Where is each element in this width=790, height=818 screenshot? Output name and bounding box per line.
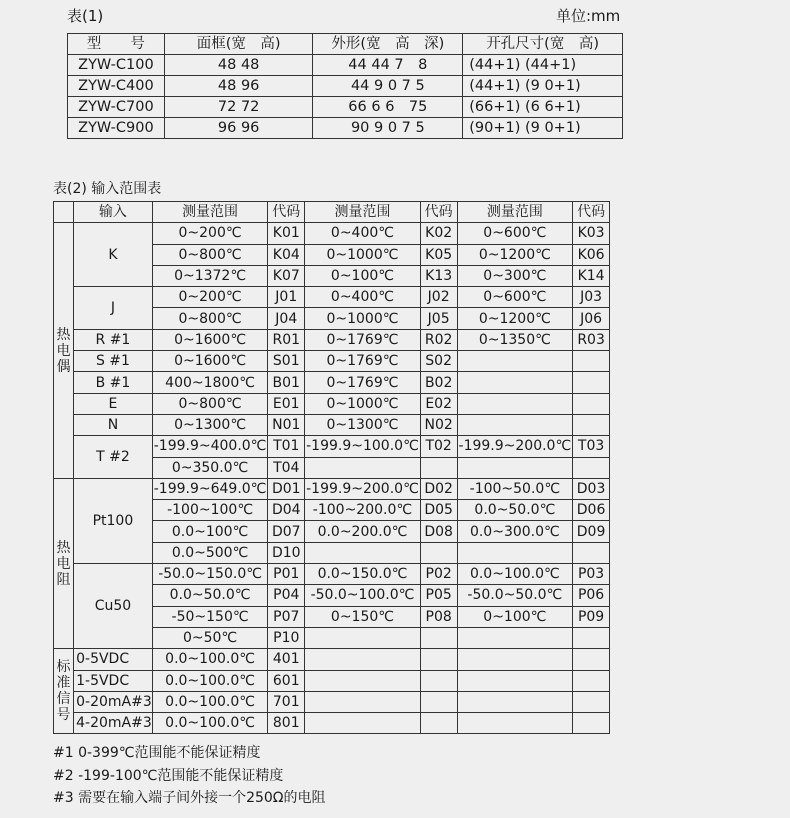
cutout-cell: (44+1) (44+1) [463, 55, 623, 76]
range-cell: 0.0~100.0℃ [152, 649, 268, 670]
code-cell: J04 [268, 308, 305, 329]
table-row [68, 55, 623, 76]
code-cell: K04 [268, 244, 305, 265]
header-input: 输入 [74, 202, 153, 223]
range-cell: 0~50℃ [152, 627, 268, 648]
model-cell: ZYW-C900 [68, 118, 165, 139]
range-cell: 0~800℃ [152, 393, 268, 414]
range-cell [457, 691, 573, 712]
range-cell [457, 670, 573, 691]
range-cell: -199.9~200.0℃ [305, 478, 421, 499]
range-cell: 0~1300℃ [152, 414, 268, 435]
code-cell [573, 393, 610, 414]
range-cell: 0~1000℃ [305, 393, 421, 414]
footnote-3: #3 需要在输入端子间外接一个250Ω的电阻 [53, 790, 326, 806]
input-type-cell: S #1 [74, 351, 153, 372]
bezel-cell: 96 96 [164, 118, 313, 139]
code-cell: D05 [420, 500, 457, 521]
range-cell: 0~1000℃ [305, 308, 421, 329]
code-cell [420, 457, 457, 478]
table-row [54, 351, 610, 372]
range-cell: 0~600℃ [457, 223, 573, 244]
code-cell: 601 [268, 670, 305, 691]
code-cell: T04 [268, 457, 305, 478]
group-char: 热 [56, 539, 71, 556]
code-cell: P01 [268, 564, 305, 585]
code-cell [573, 627, 610, 648]
code-cell [573, 351, 610, 372]
code-cell: D01 [268, 478, 305, 499]
model-cell: ZYW-C700 [68, 97, 165, 118]
input-type-cell: E [74, 393, 153, 414]
group-label-standard [54, 649, 74, 734]
range-cell [305, 713, 421, 734]
input-type-cell: 4-20mA#3 [74, 713, 153, 734]
dimensions-table [67, 33, 623, 139]
header-range-2: 测量范围 [305, 202, 421, 223]
range-cell: -50.0~100.0℃ [305, 585, 421, 606]
outline-cell: 66 6 6 75 [313, 97, 463, 118]
group-char: 阻 [56, 571, 71, 588]
code-cell: P05 [420, 585, 457, 606]
table-row [54, 436, 610, 457]
range-cell [457, 414, 573, 435]
table-header-row [68, 34, 623, 55]
outline-cell: 44 44 7 8 [313, 55, 463, 76]
range-cell: 0~1200℃ [457, 244, 573, 265]
code-cell [573, 457, 610, 478]
range-cell: 0~100℃ [305, 265, 421, 286]
cutout-cell: (66+1) (6 6+1) [463, 97, 623, 118]
code-cell [573, 691, 610, 712]
code-cell: D07 [268, 521, 305, 542]
range-cell: 0~800℃ [152, 244, 268, 265]
code-cell: P06 [573, 585, 610, 606]
code-cell: E01 [268, 393, 305, 414]
code-cell: D02 [420, 478, 457, 499]
code-cell: K13 [420, 265, 457, 286]
code-cell: D08 [420, 521, 457, 542]
range-cell [457, 713, 573, 734]
range-cell: 0~1769℃ [305, 372, 421, 393]
bezel-cell: 48 96 [164, 76, 313, 97]
range-cell: -199.9~400.0℃ [152, 436, 268, 457]
input-type-cell: J [74, 287, 153, 330]
table-row [68, 118, 623, 139]
input-type-cell: Cu50 [74, 564, 153, 649]
cutout-cell: (44+1) (9 0+1) [463, 76, 623, 97]
bezel-cell: 72 72 [164, 97, 313, 118]
code-cell [573, 713, 610, 734]
code-cell: 401 [268, 649, 305, 670]
code-cell: S02 [420, 351, 457, 372]
group-char: 号 [56, 707, 71, 724]
outline-cell: 90 9 0 7 5 [313, 118, 463, 139]
group-char: 标 [56, 659, 71, 676]
table-row [54, 713, 610, 734]
range-cell [305, 627, 421, 648]
code-cell: K01 [268, 223, 305, 244]
bezel-cell: 48 48 [164, 55, 313, 76]
range-cell: 0~200℃ [152, 223, 268, 244]
group-char: 电 [56, 342, 71, 359]
range-cell: 0~100℃ [457, 606, 573, 627]
footnote-1: #1 0-399℃范围能不能保证精度 [53, 745, 261, 761]
code-cell: P02 [420, 564, 457, 585]
range-cell: 400~1800℃ [152, 372, 268, 393]
range-cell: 0~600℃ [457, 287, 573, 308]
code-cell: S01 [268, 351, 305, 372]
range-cell: 0.0~100.0℃ [152, 670, 268, 691]
code-cell: 701 [268, 691, 305, 712]
table2-title: 表(2) 输入范围表 [53, 181, 162, 197]
group-char: 信 [56, 691, 71, 708]
code-cell: 801 [268, 713, 305, 734]
range-cell: 0.0~100.0℃ [457, 564, 573, 585]
range-cell [305, 670, 421, 691]
range-cell: 0~150℃ [305, 606, 421, 627]
range-cell: 0.0~300.0℃ [457, 521, 573, 542]
range-cell [305, 542, 421, 563]
corner-cell [54, 202, 74, 223]
table-row [54, 691, 610, 712]
input-range-table [53, 201, 610, 734]
code-cell [420, 542, 457, 563]
range-cell [457, 457, 573, 478]
header-code-2: 代码 [420, 202, 457, 223]
code-cell: J01 [268, 287, 305, 308]
unit-label: 单位:mm [556, 7, 621, 25]
code-cell: T02 [420, 436, 457, 457]
code-cell: D06 [573, 500, 610, 521]
range-cell: 0~1600℃ [152, 351, 268, 372]
cutout-cell: (90+1) (9 0+1) [463, 118, 623, 139]
range-cell [457, 542, 573, 563]
table-row [68, 97, 623, 118]
range-cell: 0.0~200.0℃ [305, 521, 421, 542]
group-char: 电 [56, 555, 71, 572]
range-cell: 0.0~100.0℃ [152, 691, 268, 712]
group-char: 准 [56, 675, 71, 692]
code-cell: E02 [420, 393, 457, 414]
range-cell: -50.0~150.0℃ [152, 564, 268, 585]
header-model: 型 号 [68, 34, 165, 55]
header-range-3: 测量范围 [457, 202, 573, 223]
range-cell [457, 393, 573, 414]
input-type-cell: B #1 [74, 372, 153, 393]
code-cell: P03 [573, 564, 610, 585]
code-cell: R03 [573, 329, 610, 350]
header-code-1: 代码 [268, 202, 305, 223]
model-cell: ZYW-C100 [68, 55, 165, 76]
code-cell: P08 [420, 606, 457, 627]
code-cell [420, 627, 457, 648]
range-cell: 0~350.0℃ [152, 457, 268, 478]
code-cell: D09 [573, 521, 610, 542]
range-cell: 0~1200℃ [457, 308, 573, 329]
range-cell: 0.0~100.0℃ [152, 713, 268, 734]
code-cell: J06 [573, 308, 610, 329]
code-cell: K06 [573, 244, 610, 265]
header-bezel: 面框(宽 高) [164, 34, 313, 55]
input-type-cell: Pt100 [74, 478, 153, 563]
input-type-cell: K [74, 223, 153, 287]
range-cell [457, 351, 573, 372]
table-row [68, 76, 623, 97]
table-row [54, 329, 610, 350]
code-cell [573, 542, 610, 563]
range-cell [305, 457, 421, 478]
range-cell: 0~1350℃ [457, 329, 573, 350]
code-cell: B01 [268, 372, 305, 393]
code-cell: P09 [573, 606, 610, 627]
range-cell: 0.0~150.0℃ [305, 564, 421, 585]
table-row [54, 393, 610, 414]
code-cell: B02 [420, 372, 457, 393]
code-cell: K03 [573, 223, 610, 244]
table-row [54, 564, 610, 585]
group-char: 偶 [56, 358, 71, 375]
code-cell: J03 [573, 287, 610, 308]
code-cell [420, 713, 457, 734]
code-cell: K02 [420, 223, 457, 244]
table1-title: 表(1) [67, 7, 104, 25]
code-cell [573, 670, 610, 691]
code-cell: K14 [573, 265, 610, 286]
range-cell [305, 691, 421, 712]
code-cell: P07 [268, 606, 305, 627]
code-cell: T03 [573, 436, 610, 457]
group-label-thermocouple [54, 223, 74, 479]
range-cell: 0~400℃ [305, 287, 421, 308]
range-cell: 0.0~100℃ [152, 521, 268, 542]
code-cell: D03 [573, 478, 610, 499]
range-cell: 0.0~50.0℃ [457, 500, 573, 521]
input-type-cell: 0-5VDC [74, 649, 153, 670]
range-cell: 0.0~500℃ [152, 542, 268, 563]
code-cell: K05 [420, 244, 457, 265]
range-cell: 0~1000℃ [305, 244, 421, 265]
range-cell: 0~200℃ [152, 287, 268, 308]
code-cell: N02 [420, 414, 457, 435]
range-cell: 0~1769℃ [305, 351, 421, 372]
range-cell [457, 627, 573, 648]
code-cell [573, 372, 610, 393]
code-cell: R02 [420, 329, 457, 350]
range-cell: -50~150℃ [152, 606, 268, 627]
model-cell: ZYW-C400 [68, 76, 165, 97]
range-cell: -50.0~50.0℃ [457, 585, 573, 606]
range-cell: 0~1300℃ [305, 414, 421, 435]
table-row [54, 478, 610, 499]
range-cell [305, 649, 421, 670]
code-cell: P10 [268, 627, 305, 648]
range-cell: -100~100℃ [152, 500, 268, 521]
code-cell: D10 [268, 542, 305, 563]
code-cell: T01 [268, 436, 305, 457]
code-cell: J05 [420, 308, 457, 329]
code-cell [420, 691, 457, 712]
table-row [54, 372, 610, 393]
range-cell: -199.9~100.0℃ [305, 436, 421, 457]
table-row [54, 223, 610, 244]
code-cell: R01 [268, 329, 305, 350]
header-range-1: 测量范围 [152, 202, 268, 223]
range-cell [457, 372, 573, 393]
range-cell: -199.9~649.0℃ [152, 478, 268, 499]
range-cell: 0~1769℃ [305, 329, 421, 350]
outline-cell: 44 9 0 7 5 [313, 76, 463, 97]
table-row [54, 670, 610, 691]
table-row [54, 649, 610, 670]
range-cell: -100~50.0℃ [457, 478, 573, 499]
group-char: 热 [56, 326, 71, 343]
range-cell: 0~400℃ [305, 223, 421, 244]
table-row [54, 414, 610, 435]
range-cell: 0~800℃ [152, 308, 268, 329]
input-type-cell: R #1 [74, 329, 153, 350]
range-cell: 0~1372℃ [152, 265, 268, 286]
code-cell: N01 [268, 414, 305, 435]
code-cell: P04 [268, 585, 305, 606]
range-cell: 0~1600℃ [152, 329, 268, 350]
range-cell: -100~200.0℃ [305, 500, 421, 521]
table-row [54, 287, 610, 308]
input-type-cell: T #2 [74, 436, 153, 479]
input-type-cell: 1-5VDC [74, 670, 153, 691]
range-cell: 0.0~50.0℃ [152, 585, 268, 606]
header-cutout: 开孔尺寸(宽 高) [463, 34, 623, 55]
input-type-cell: N [74, 414, 153, 435]
range-cell [457, 649, 573, 670]
group-label-rtd [54, 478, 74, 648]
table-header-row [54, 202, 610, 223]
header-outline: 外形(宽 高 深) [313, 34, 463, 55]
header-code-3: 代码 [573, 202, 610, 223]
footnote-2: #2 -199-100℃范围能不能保证精度 [53, 768, 284, 784]
range-cell: -199.9~200.0℃ [457, 436, 573, 457]
code-cell [573, 414, 610, 435]
range-cell: 0~300℃ [457, 265, 573, 286]
code-cell: D04 [268, 500, 305, 521]
code-cell [420, 670, 457, 691]
code-cell [573, 649, 610, 670]
code-cell: K07 [268, 265, 305, 286]
input-type-cell: 0-20mA#3 [74, 691, 153, 712]
code-cell [420, 649, 457, 670]
code-cell: J02 [420, 287, 457, 308]
